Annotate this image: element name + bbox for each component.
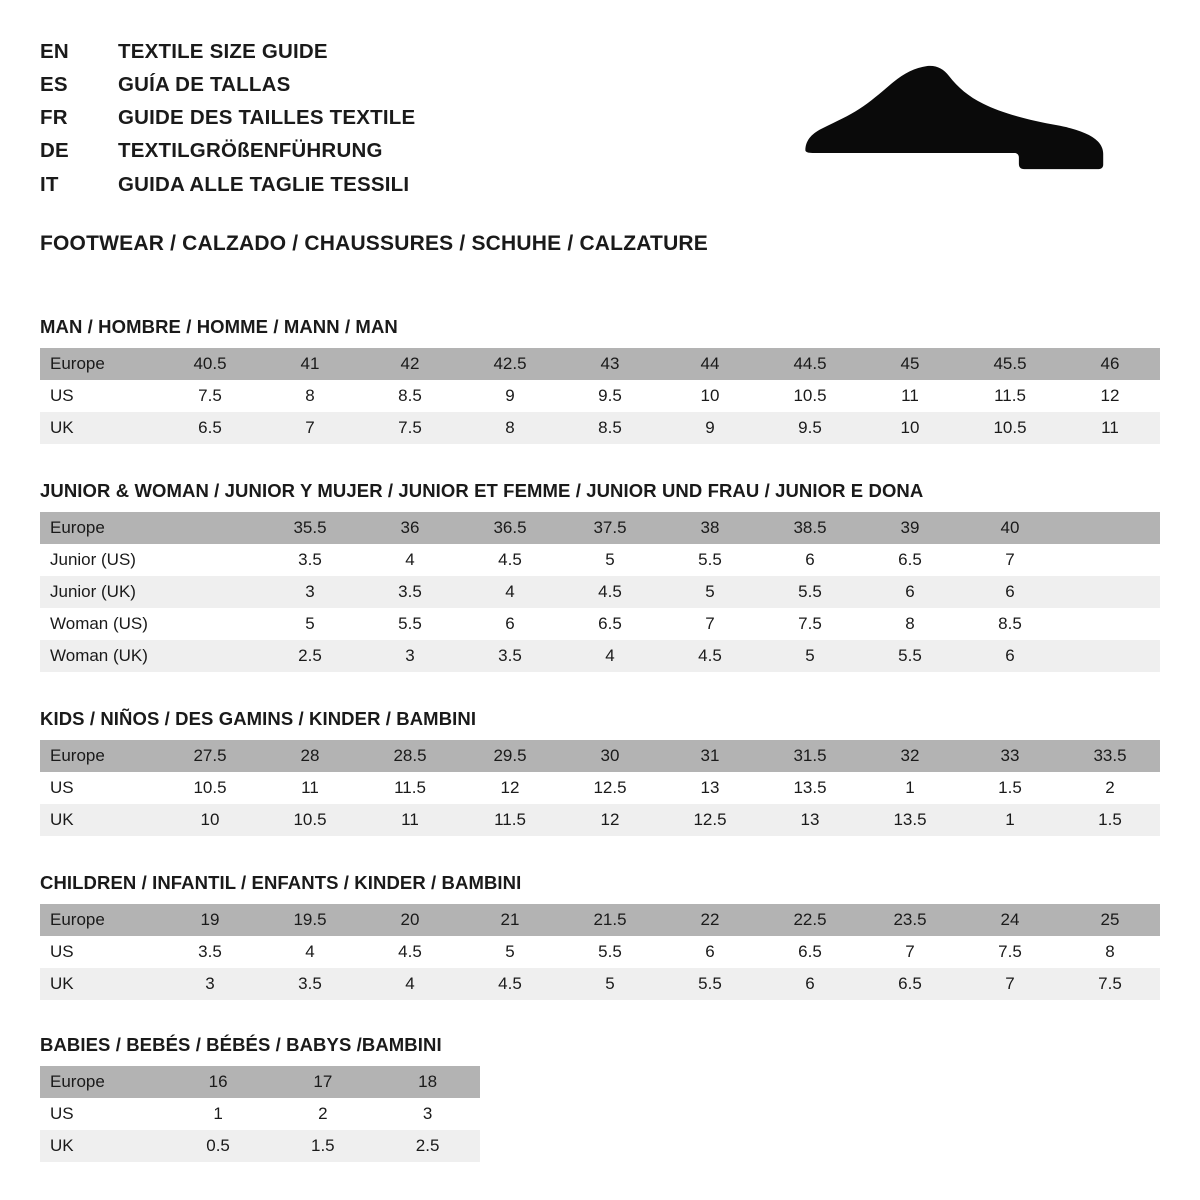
row-label: US (40, 936, 160, 968)
cell: 37.5 (560, 512, 660, 544)
cell: 8.5 (960, 608, 1060, 640)
cell: 0.5 (166, 1130, 271, 1162)
language-row (40, 36, 415, 67)
cell: 2 (270, 1098, 375, 1130)
table-row (40, 544, 1160, 576)
row-label: Europe (40, 1066, 166, 1098)
cell: 11 (360, 804, 460, 836)
cell: 2 (1060, 772, 1160, 804)
cell: 10.5 (760, 380, 860, 412)
dress-shoe-icon (800, 30, 1160, 180)
section-man (40, 316, 1160, 444)
cell: 33 (960, 740, 1060, 772)
cell: 8.5 (360, 380, 460, 412)
language-code: ES (40, 73, 68, 97)
cell: 5.5 (560, 936, 660, 968)
section-junior-woman (40, 480, 1160, 672)
cell: 31 (660, 740, 760, 772)
cell: 1.5 (270, 1130, 375, 1162)
cell (1060, 512, 1160, 544)
cell: 10 (160, 804, 260, 836)
cell: 9.5 (560, 380, 660, 412)
cell (1060, 640, 1160, 672)
language-row (40, 135, 415, 166)
cell: 20 (360, 904, 460, 936)
section-title: CHILDREN / INFANTIL / ENFANTS / KINDER / BAMBINI (40, 871, 522, 893)
cell: 7.5 (360, 412, 460, 444)
cell (1060, 608, 1160, 640)
cell: 19.5 (260, 904, 360, 936)
cell: 10.5 (260, 804, 360, 836)
row-label: Woman (US) (40, 608, 160, 640)
row-label: Woman (UK) (40, 640, 160, 672)
cell (160, 576, 260, 608)
cell: 11.5 (960, 380, 1060, 412)
cell: 7 (860, 936, 960, 968)
cell: 6.5 (760, 936, 860, 968)
cell: 18 (375, 1066, 480, 1098)
section-title: MAN / HOMBRE / HOMME / MANN / MAN (40, 315, 398, 337)
cell: 7.5 (1060, 968, 1160, 1000)
table-row (40, 1066, 480, 1098)
cell: 12.5 (660, 804, 760, 836)
cell: 1 (860, 772, 960, 804)
table-row (40, 936, 1160, 968)
cell: 25 (1060, 904, 1160, 936)
cell (160, 640, 260, 672)
cell: 43 (560, 348, 660, 380)
cell: 28 (260, 740, 360, 772)
cell: 30 (560, 740, 660, 772)
cell: 3 (375, 1098, 480, 1130)
cell: 23.5 (860, 904, 960, 936)
cell: 41 (260, 348, 360, 380)
cell: 5 (560, 544, 660, 576)
row-label: US (40, 380, 160, 412)
cell: 16 (166, 1066, 271, 1098)
cell: 13.5 (860, 804, 960, 836)
cell: 21 (460, 904, 560, 936)
cell: 6.5 (560, 608, 660, 640)
cell: 5 (260, 608, 360, 640)
cell: 45 (860, 348, 960, 380)
size-table (40, 348, 1160, 444)
language-code: EN (40, 40, 69, 63)
cell: 39 (860, 512, 960, 544)
cell: 5 (460, 936, 560, 968)
cell: 4.5 (560, 576, 660, 608)
table-row (40, 380, 1160, 412)
cell: 6.5 (860, 544, 960, 576)
cell: 6 (660, 936, 760, 968)
cell: 19 (160, 904, 260, 936)
table-row (40, 512, 1160, 544)
cell: 36 (360, 512, 460, 544)
cell: 35.5 (260, 512, 360, 544)
language-title: GUÍA DE TALLAS (118, 73, 291, 97)
cell: 3.5 (260, 968, 360, 1000)
language-row (40, 169, 415, 200)
language-code: DE (40, 139, 69, 163)
table-row (40, 412, 1160, 444)
cell (160, 544, 260, 576)
cell: 6.5 (160, 412, 260, 444)
cell: 29.5 (460, 740, 560, 772)
cell: 10.5 (960, 412, 1060, 444)
cell: 40 (960, 512, 1060, 544)
cell: 10 (660, 380, 760, 412)
cell: 4 (360, 968, 460, 1000)
cell: 8 (1060, 936, 1160, 968)
cell: 5.5 (360, 608, 460, 640)
cell: 32 (860, 740, 960, 772)
table-row (40, 772, 1160, 804)
cell: 7.5 (960, 936, 1060, 968)
table-row (40, 904, 1160, 936)
row-label: Europe (40, 740, 160, 772)
cell: 2.5 (375, 1130, 480, 1162)
cell: 4.5 (460, 544, 560, 576)
language-code: FR (40, 106, 68, 130)
table-row (40, 640, 1160, 672)
row-label: UK (40, 968, 160, 1000)
table-row (40, 740, 1160, 772)
cell: 36.5 (460, 512, 560, 544)
cell: 45.5 (960, 348, 1060, 380)
language-code: IT (40, 172, 59, 196)
row-label: Europe (40, 904, 160, 936)
table-row (40, 1130, 480, 1162)
row-label: Junior (US) (40, 544, 160, 576)
table-row (40, 576, 1160, 608)
cell: 13.5 (760, 772, 860, 804)
cell: 42 (360, 348, 460, 380)
cell: 4.5 (460, 968, 560, 1000)
cell: 40.5 (160, 348, 260, 380)
cell (1060, 576, 1160, 608)
cell: 3 (160, 968, 260, 1000)
cell: 5 (760, 640, 860, 672)
table-row (40, 608, 1160, 640)
row-label: UK (40, 412, 160, 444)
cell: 38 (660, 512, 760, 544)
document-header (40, 30, 1160, 200)
cell: 9 (460, 380, 560, 412)
cell: 4 (460, 576, 560, 608)
row-label: US (40, 1098, 166, 1130)
table-row (40, 968, 1160, 1000)
row-label: Europe (40, 512, 160, 544)
cell: 7.5 (160, 380, 260, 412)
section-babies (40, 1034, 1160, 1162)
row-label: UK (40, 804, 160, 836)
cell (1060, 544, 1160, 576)
size-table (40, 512, 1160, 672)
cell: 7 (660, 608, 760, 640)
cell: 1.5 (960, 772, 1060, 804)
cell (160, 608, 260, 640)
cell: 11 (260, 772, 360, 804)
cell: 8 (260, 380, 360, 412)
cell: 9 (660, 412, 760, 444)
size-table (40, 904, 1160, 1000)
cell: 9.5 (760, 412, 860, 444)
table-row (40, 1098, 480, 1130)
cell: 12.5 (560, 772, 660, 804)
cell: 8.5 (560, 412, 660, 444)
cell: 22.5 (760, 904, 860, 936)
cell: 3.5 (160, 936, 260, 968)
cell: 6.5 (860, 968, 960, 1000)
cell: 6 (960, 640, 1060, 672)
language-row (40, 69, 415, 100)
cell: 10 (860, 412, 960, 444)
size-table (40, 740, 1160, 836)
cell: 1 (960, 804, 1060, 836)
cell: 1.5 (1060, 804, 1160, 836)
cell: 11.5 (360, 772, 460, 804)
cell: 46 (1060, 348, 1160, 380)
cell: 10.5 (160, 772, 260, 804)
cell: 5 (560, 968, 660, 1000)
cell: 8 (460, 412, 560, 444)
cell: 44.5 (760, 348, 860, 380)
section-children (40, 872, 1160, 1000)
cell: 7.5 (760, 608, 860, 640)
cell: 4.5 (660, 640, 760, 672)
cell: 7 (960, 544, 1060, 576)
cell: 7 (960, 968, 1060, 1000)
language-title: GUIDE DES TAILLES TEXTILE (118, 106, 416, 130)
table-row (40, 804, 1160, 836)
section-title: KIDS / NIÑOS / DES GAMINS / KINDER / BAMBINI (40, 707, 477, 729)
section-title: BABIES / BEBÉS / BÉBÉS / BABYS /BAMBINI (40, 1033, 442, 1055)
cell: 3.5 (460, 640, 560, 672)
cell: 3 (360, 640, 460, 672)
cell: 31.5 (760, 740, 860, 772)
cell: 44 (660, 348, 760, 380)
table-row (40, 348, 1160, 380)
language-row (40, 102, 415, 133)
cell: 11 (860, 380, 960, 412)
cell: 17 (270, 1066, 375, 1098)
cell: 24 (960, 904, 1060, 936)
cell: 11.5 (460, 804, 560, 836)
cell: 6 (960, 576, 1060, 608)
cell: 8 (860, 608, 960, 640)
cell: 2.5 (260, 640, 360, 672)
language-title: TEXTILE SIZE GUIDE (118, 40, 328, 63)
cell: 5.5 (860, 640, 960, 672)
cell: 3.5 (360, 576, 460, 608)
cell: 5.5 (660, 968, 760, 1000)
cell: 5.5 (760, 576, 860, 608)
cell: 3 (260, 576, 360, 608)
row-label: UK (40, 1130, 166, 1162)
cell: 4.5 (360, 936, 460, 968)
cell (160, 512, 260, 544)
cell: 11 (1060, 412, 1160, 444)
language-title: TEXTILGRÖßENFÜHRUNG (118, 139, 383, 163)
cell: 13 (760, 804, 860, 836)
cell: 12 (560, 804, 660, 836)
cell: 33.5 (1060, 740, 1160, 772)
cell: 6 (760, 968, 860, 1000)
cell: 42.5 (460, 348, 560, 380)
cell: 21.5 (560, 904, 660, 936)
row-label: Europe (40, 348, 160, 380)
footwear-title: FOOTWEAR / CALZADO / CHAUSSURES / SCHUHE / CALZATURE (40, 231, 709, 255)
cell: 38.5 (760, 512, 860, 544)
cell: 5 (660, 576, 760, 608)
cell: 1 (166, 1098, 271, 1130)
cell: 7 (260, 412, 360, 444)
cell: 12 (1060, 380, 1160, 412)
cell: 4 (560, 640, 660, 672)
cell: 5.5 (660, 544, 760, 576)
cell: 6 (860, 576, 960, 608)
cell: 6 (760, 544, 860, 576)
size-table (40, 1066, 480, 1162)
language-title: GUIDA ALLE TAGLIE TESSILI (118, 172, 410, 196)
section-kids (40, 708, 1160, 836)
row-label: US (40, 772, 160, 804)
cell: 12 (460, 772, 560, 804)
cell: 28.5 (360, 740, 460, 772)
cell: 27.5 (160, 740, 260, 772)
cell: 6 (460, 608, 560, 640)
cell: 4 (260, 936, 360, 968)
cell: 22 (660, 904, 760, 936)
section-title: JUNIOR & WOMAN / JUNIOR Y MUJER / JUNIOR ET FEMME / JUNIOR UND FRAU / JUNIOR E DONA (40, 479, 924, 501)
row-label: Junior (UK) (40, 576, 160, 608)
cell: 13 (660, 772, 760, 804)
language-list (40, 30, 415, 200)
cell: 3.5 (260, 544, 360, 576)
cell: 4 (360, 544, 460, 576)
